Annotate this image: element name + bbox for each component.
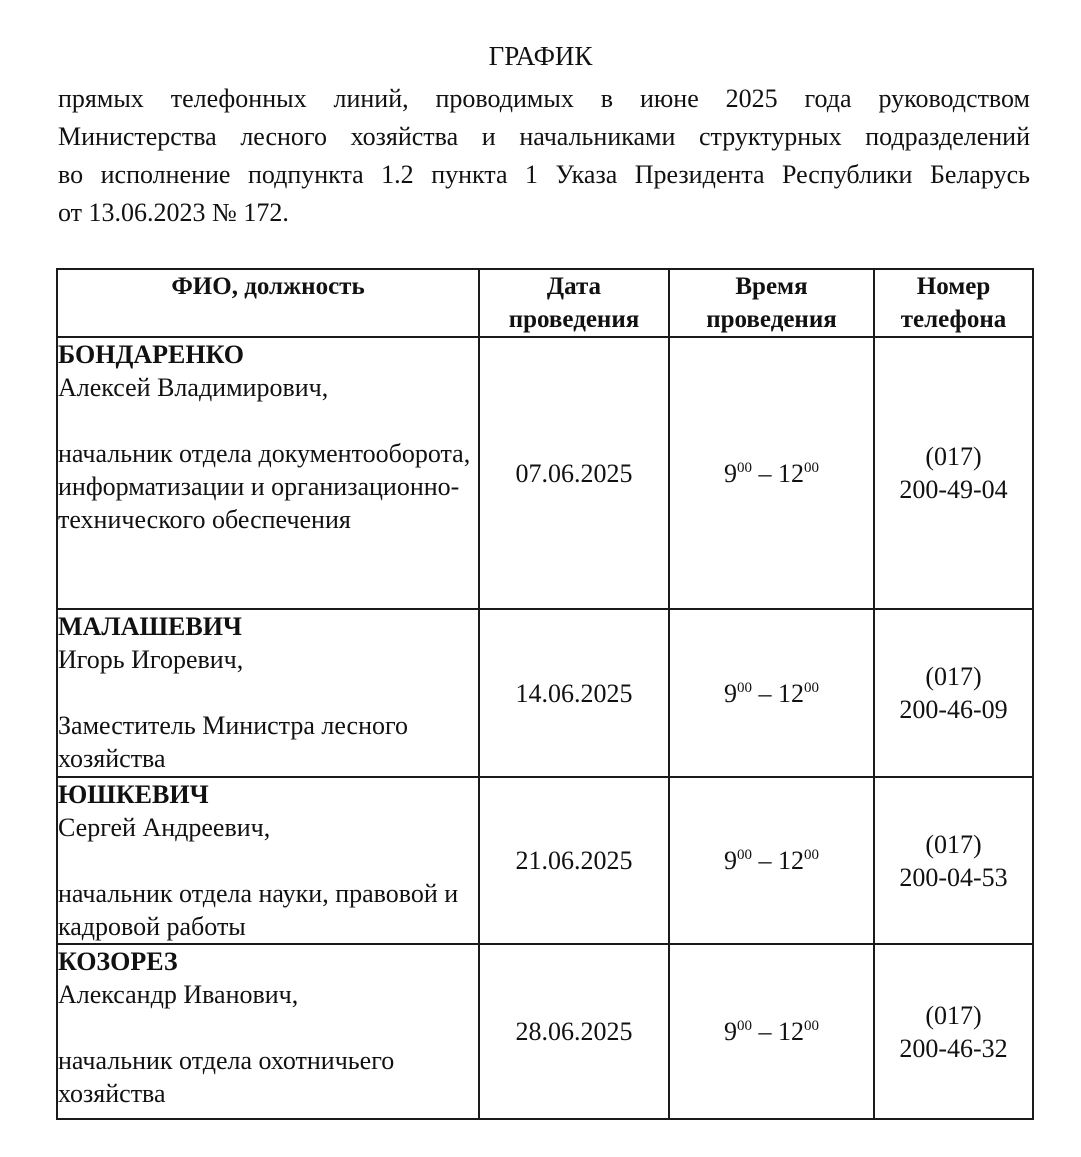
official-given-names: Александр Иванович, xyxy=(58,980,299,1009)
subtitle-line: от 13.06.2023 № 172. xyxy=(58,198,289,227)
phone-area-code: (017) xyxy=(925,1000,982,1030)
table-row xyxy=(57,337,1033,609)
time-cell xyxy=(669,337,874,609)
phone-cell xyxy=(874,777,1033,944)
phone-area-code: (017) xyxy=(925,442,982,471)
time-start-hour: 9 xyxy=(724,846,737,875)
subtitle-line: во исполнение подпункта 1.2 пункта 1 Указа Президента Республики Беларусь xyxy=(58,160,1030,189)
time-end-hour: 12 xyxy=(778,1017,804,1046)
date-cell: 14.06.2025 xyxy=(479,609,669,777)
table-row xyxy=(57,609,1033,777)
official-position: начальник отдела документооборота, информатизации и организационно-технического обеспечения xyxy=(58,439,471,534)
official-given-names: Игорь Игоревич, xyxy=(58,645,244,674)
official-surname: ЮШКЕВИЧ xyxy=(58,780,209,809)
table-row xyxy=(57,777,1033,944)
document-title: ГРАФИК xyxy=(488,41,593,71)
time-cell xyxy=(669,609,874,777)
schedule-table xyxy=(56,268,1034,1120)
official-surname: БОНДАРЕНКО xyxy=(58,340,244,369)
time-cell xyxy=(669,777,874,944)
phone-cell xyxy=(874,337,1033,609)
time-end-hour: 12 xyxy=(778,678,804,708)
official-position: начальник отдела науки, правовой и кадровой работы xyxy=(58,879,459,941)
time-separator: – xyxy=(752,678,778,708)
phone-cell xyxy=(874,944,1033,1119)
column-header-date: Дата проведения xyxy=(479,269,669,337)
time-cell xyxy=(669,944,874,1119)
time-separator: – xyxy=(752,458,778,488)
table-row xyxy=(57,944,1033,1119)
time-start-minutes: 00 xyxy=(737,1018,752,1034)
phone-number: 200-46-09 xyxy=(899,695,1008,724)
column-header-time: Время проведения xyxy=(669,269,874,337)
official-surname: МАЛАШЕВИЧ xyxy=(58,612,243,641)
time-separator: – xyxy=(752,1017,778,1046)
date-cell: 07.06.2025 xyxy=(479,337,669,609)
date-cell: 21.06.2025 xyxy=(479,777,669,944)
time-end-minutes: 00 xyxy=(804,459,819,476)
subtitle-line: Министерства лесного хозяйства и начальниками структурных подразделений xyxy=(58,122,1030,151)
time-start-minutes: 00 xyxy=(737,847,752,863)
official-cell xyxy=(57,777,479,944)
time-separator: – xyxy=(752,846,778,875)
subtitle-line: прямых телефонных линий, проводимых в июне 2025 года руководством xyxy=(58,84,1030,113)
time-start-hour: 9 xyxy=(724,678,737,708)
time-end-minutes: 00 xyxy=(804,679,819,696)
time-end-hour: 12 xyxy=(778,846,804,875)
time-start-minutes: 00 xyxy=(737,679,752,696)
time-start-hour: 9 xyxy=(724,458,737,488)
date-cell: 28.06.2025 xyxy=(479,944,669,1119)
phone-area-code: (017) xyxy=(925,662,982,691)
phone-number: 200-04-53 xyxy=(899,862,1008,892)
official-given-names: Алексей Владимирович, xyxy=(58,373,329,402)
table-header-row xyxy=(57,269,1033,337)
column-header-phone: Номер телефона xyxy=(874,269,1033,337)
time-end-hour: 12 xyxy=(778,458,804,488)
official-cell xyxy=(57,609,479,777)
document-subtitle xyxy=(58,80,1030,232)
official-surname: КОЗОРЕЗ xyxy=(58,947,178,976)
official-cell xyxy=(57,944,479,1119)
time-start-minutes: 00 xyxy=(737,459,752,476)
column-header-name: ФИО, должность xyxy=(57,269,479,337)
phone-cell xyxy=(874,609,1033,777)
time-end-minutes: 00 xyxy=(804,847,819,863)
phone-number: 200-46-32 xyxy=(899,1033,1008,1063)
official-position: начальник отдела охотничьего хозяйства xyxy=(58,1046,395,1108)
official-position: Заместитель Министра лесного хозяйства xyxy=(58,711,409,773)
official-given-names: Сергей Андреевич, xyxy=(58,813,271,842)
time-end-minutes: 00 xyxy=(804,1018,819,1034)
phone-number: 200-49-04 xyxy=(899,475,1008,504)
phone-area-code: (017) xyxy=(925,829,982,859)
official-cell xyxy=(57,337,479,609)
time-start-hour: 9 xyxy=(724,1017,737,1046)
